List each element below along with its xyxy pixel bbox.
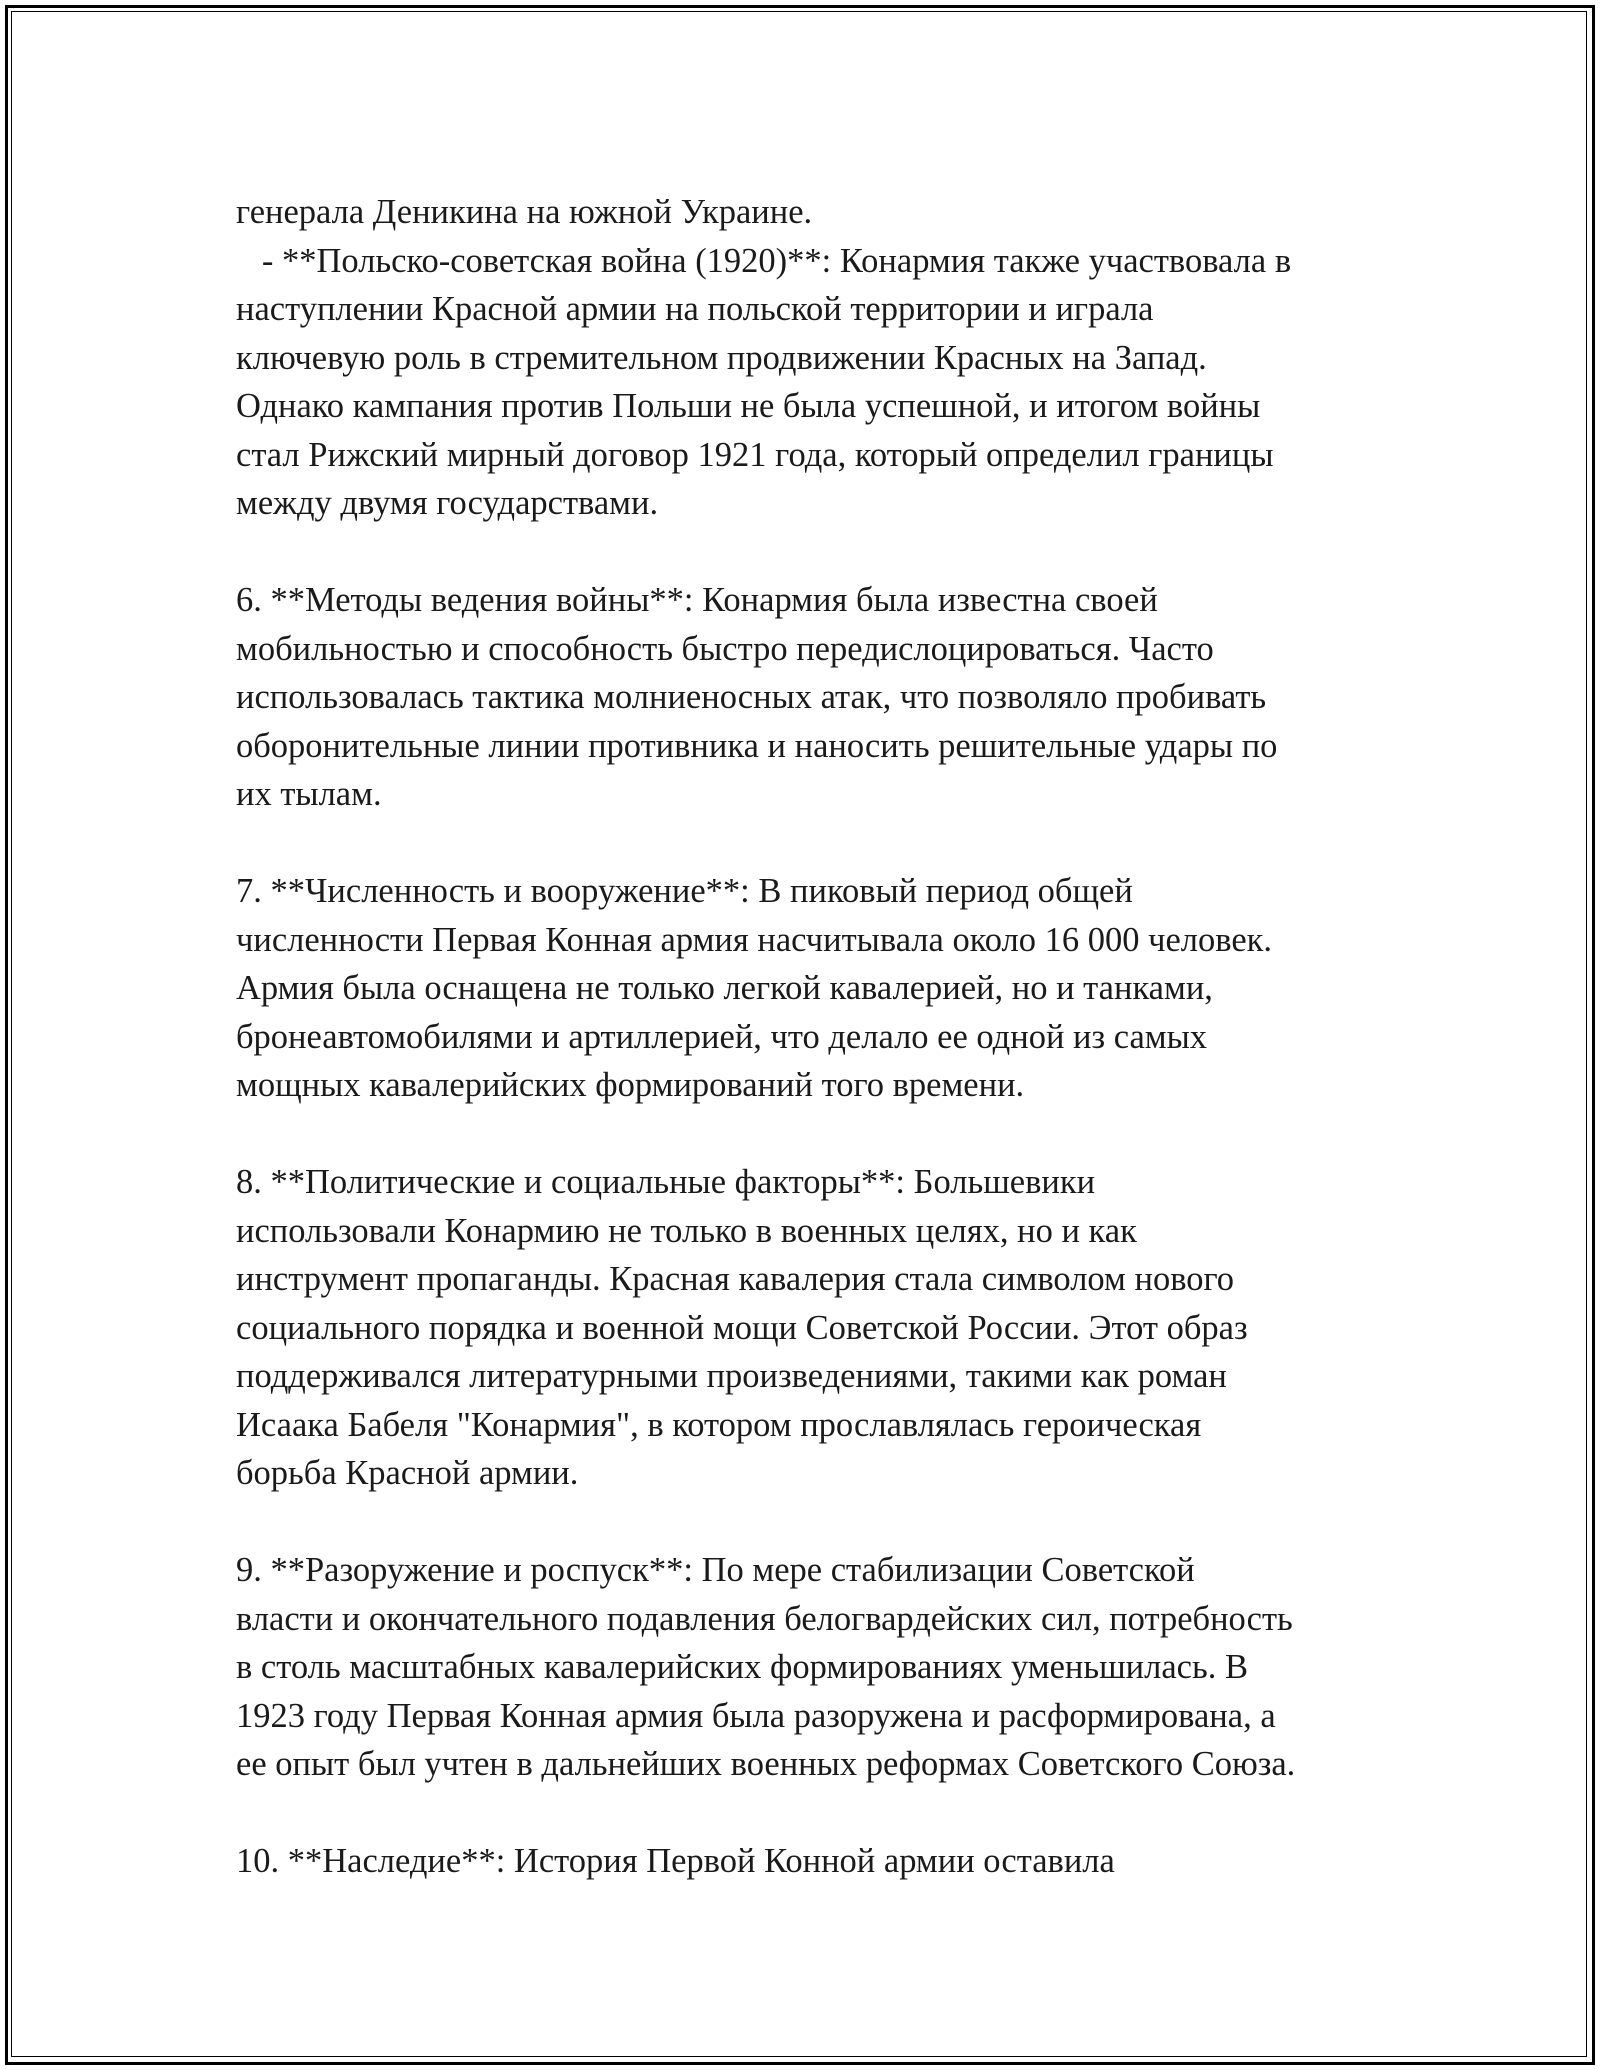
text-line: 10. **Наследие**: История Первой Конной армии оставила xyxy=(236,1842,1115,1880)
blank-line xyxy=(236,819,1376,868)
text-line: мощных кавалерийских формирований того времени. xyxy=(236,1066,1025,1104)
text-line: 1923 году Первая Конная армия была разоружена и расформирована, а xyxy=(236,1696,1276,1735)
text-line: Исаака Бабеля "Конармия", в котором прославлялась героическая xyxy=(236,1405,1202,1444)
text-line: поддерживался литературными произведениями, такими как роман xyxy=(236,1357,1227,1395)
text-line: социального порядка и военной мощи Советской России. Этот образ xyxy=(236,1308,1248,1347)
text-line: в столь масштабных кавалерийских формированиях уменьшилась. В xyxy=(236,1648,1248,1686)
text-line: между двумя государствами. xyxy=(236,484,659,522)
text-line: 6. **Методы ведения войны**: Конармия была известна своей xyxy=(236,581,1158,619)
text-line: борьба Красной армии. xyxy=(236,1454,579,1492)
text-line: стал Рижский мирный договор 1921 года, который определил границы xyxy=(236,435,1274,474)
document-text xyxy=(236,188,1376,1886)
text-line: наступлении Красной армии на польской территории и играла xyxy=(236,290,1154,328)
text-line: 9. **Разоружение и роспуск**: По мере стабилизации Советской xyxy=(236,1551,1195,1589)
text-line: 7. **Численность и вооружение**: В пиковый период общей xyxy=(236,872,1133,910)
text-line: ее опыт был учтен в дальнейших военных реформах Советского Союза. xyxy=(236,1745,1296,1783)
text-line: использовали Конармию не только в военных целях, но и как xyxy=(236,1211,1137,1250)
text-line: генерала Деникина на южной Украине. xyxy=(236,193,813,231)
text-line: ключевую роль в стремительном продвижении Красных на Запад. xyxy=(236,338,1207,377)
text-line: мобильностью и способность быстро передислоцироваться. Часто xyxy=(236,629,1214,668)
text-line: власти и окончательного подавления белогвардейских сил, потребность xyxy=(236,1599,1293,1638)
text-line: их тылам. xyxy=(236,775,382,813)
text-line: Армия была оснащена не только легкой кавалерией, но и танками, xyxy=(236,969,1213,1007)
text-line: численности Первая Конная армия насчитывала около 16 000 человек. xyxy=(236,920,1273,959)
text-line: Однако кампания против Польши не была успешной, и итогом войны xyxy=(236,387,1261,425)
blank-line xyxy=(236,1498,1376,1547)
blank-line xyxy=(236,528,1376,577)
text-line: оборонительные линии противника и наносить решительные удары по xyxy=(236,726,1278,765)
text-line: использовалась тактика молниеносных атак, что позволяло пробивать xyxy=(236,678,1267,716)
blank-line xyxy=(236,1110,1376,1159)
text-line: бронеавтомобилями и артиллерией, что делало ее одной из самых xyxy=(236,1017,1208,1056)
blank-line xyxy=(236,1789,1376,1838)
text-line: - **Польско-советская война (1920)**: Конармия также участвовала в xyxy=(236,241,1292,280)
text-line: инструмент пропаганды. Красная кавалерия стала символом нового xyxy=(236,1260,1235,1298)
text-line: 8. **Политические и социальные факторы**: Большевики xyxy=(236,1163,1096,1201)
